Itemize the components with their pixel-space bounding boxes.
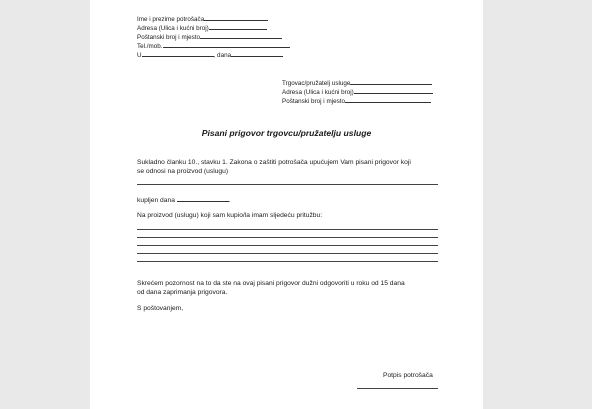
notice-line-1: Skrećem pozornost na to da ste na ovaj pisani prigovor dužni odgovoriti u roku od 15 dana xyxy=(137,280,405,287)
notice-line-2: od dana zaprimanja prigovora. xyxy=(137,289,228,296)
sender-date-label: , dana xyxy=(213,52,232,59)
sender-postal-field xyxy=(200,32,282,39)
complaint-blank-line-2 xyxy=(137,237,438,238)
recipient-address-label: Adresa (Ulica i kućni broj) xyxy=(282,89,354,96)
purchased-date-field xyxy=(177,195,229,202)
recipient-trader-field xyxy=(350,78,432,85)
sender-name-label: Ime i prezime potrošača xyxy=(137,16,205,23)
sender-place-date-line xyxy=(137,50,283,60)
sender-phone-field xyxy=(163,41,290,48)
document-page xyxy=(90,0,483,409)
sender-phone-label: Tel./mob. xyxy=(137,43,163,50)
sender-place-prefix: U xyxy=(137,52,142,59)
sender-address-field xyxy=(209,23,267,30)
closing-text: S poštovanjem, xyxy=(137,305,184,312)
document-title: Pisani prigovor trgovcu/pružatelju usluge xyxy=(201,128,372,138)
complaint-blank-line-5 xyxy=(137,261,438,262)
complaint-line: Na proizvod (uslugu) koji sam kupio/la imam sljedeću pritužbu: xyxy=(137,212,323,219)
recipient-postal-field xyxy=(345,96,431,103)
complaint-blank-line-3 xyxy=(137,245,438,246)
sender-date-field xyxy=(231,50,283,57)
recipient-trader-label: Trgovac/pružatelj usluge xyxy=(282,80,351,87)
intro-line-2: se odnosi na proizvod (uslugu) xyxy=(137,168,229,175)
sender-place-field xyxy=(142,50,214,57)
sender-postal-label: Poštanski broj i mjesto xyxy=(137,34,200,41)
signature-label: Potpis potrošača xyxy=(383,372,433,379)
intro-line-1: Sukladno članku 10., stavku 1. Zakona o zaštiti potrošača upućujem Vam pisani prigovor koji xyxy=(137,159,411,166)
sender-address-label: Adresa (Ulica i kućni broj) xyxy=(137,25,209,32)
recipient-postal-label: Poštanski broj i mjesto xyxy=(282,98,345,105)
recipient-address-field xyxy=(354,87,433,94)
product-blank-line xyxy=(137,184,438,185)
complaint-blank-line-4 xyxy=(137,253,438,254)
purchased-line xyxy=(137,195,231,206)
complaint-blank-line-1 xyxy=(137,229,438,230)
signature-blank-line xyxy=(357,388,438,389)
purchased-suffix: . xyxy=(228,197,231,204)
recipient-postal-line xyxy=(282,96,431,106)
purchased-label: kupljen dana xyxy=(137,197,175,204)
sender-name-field xyxy=(204,14,268,21)
